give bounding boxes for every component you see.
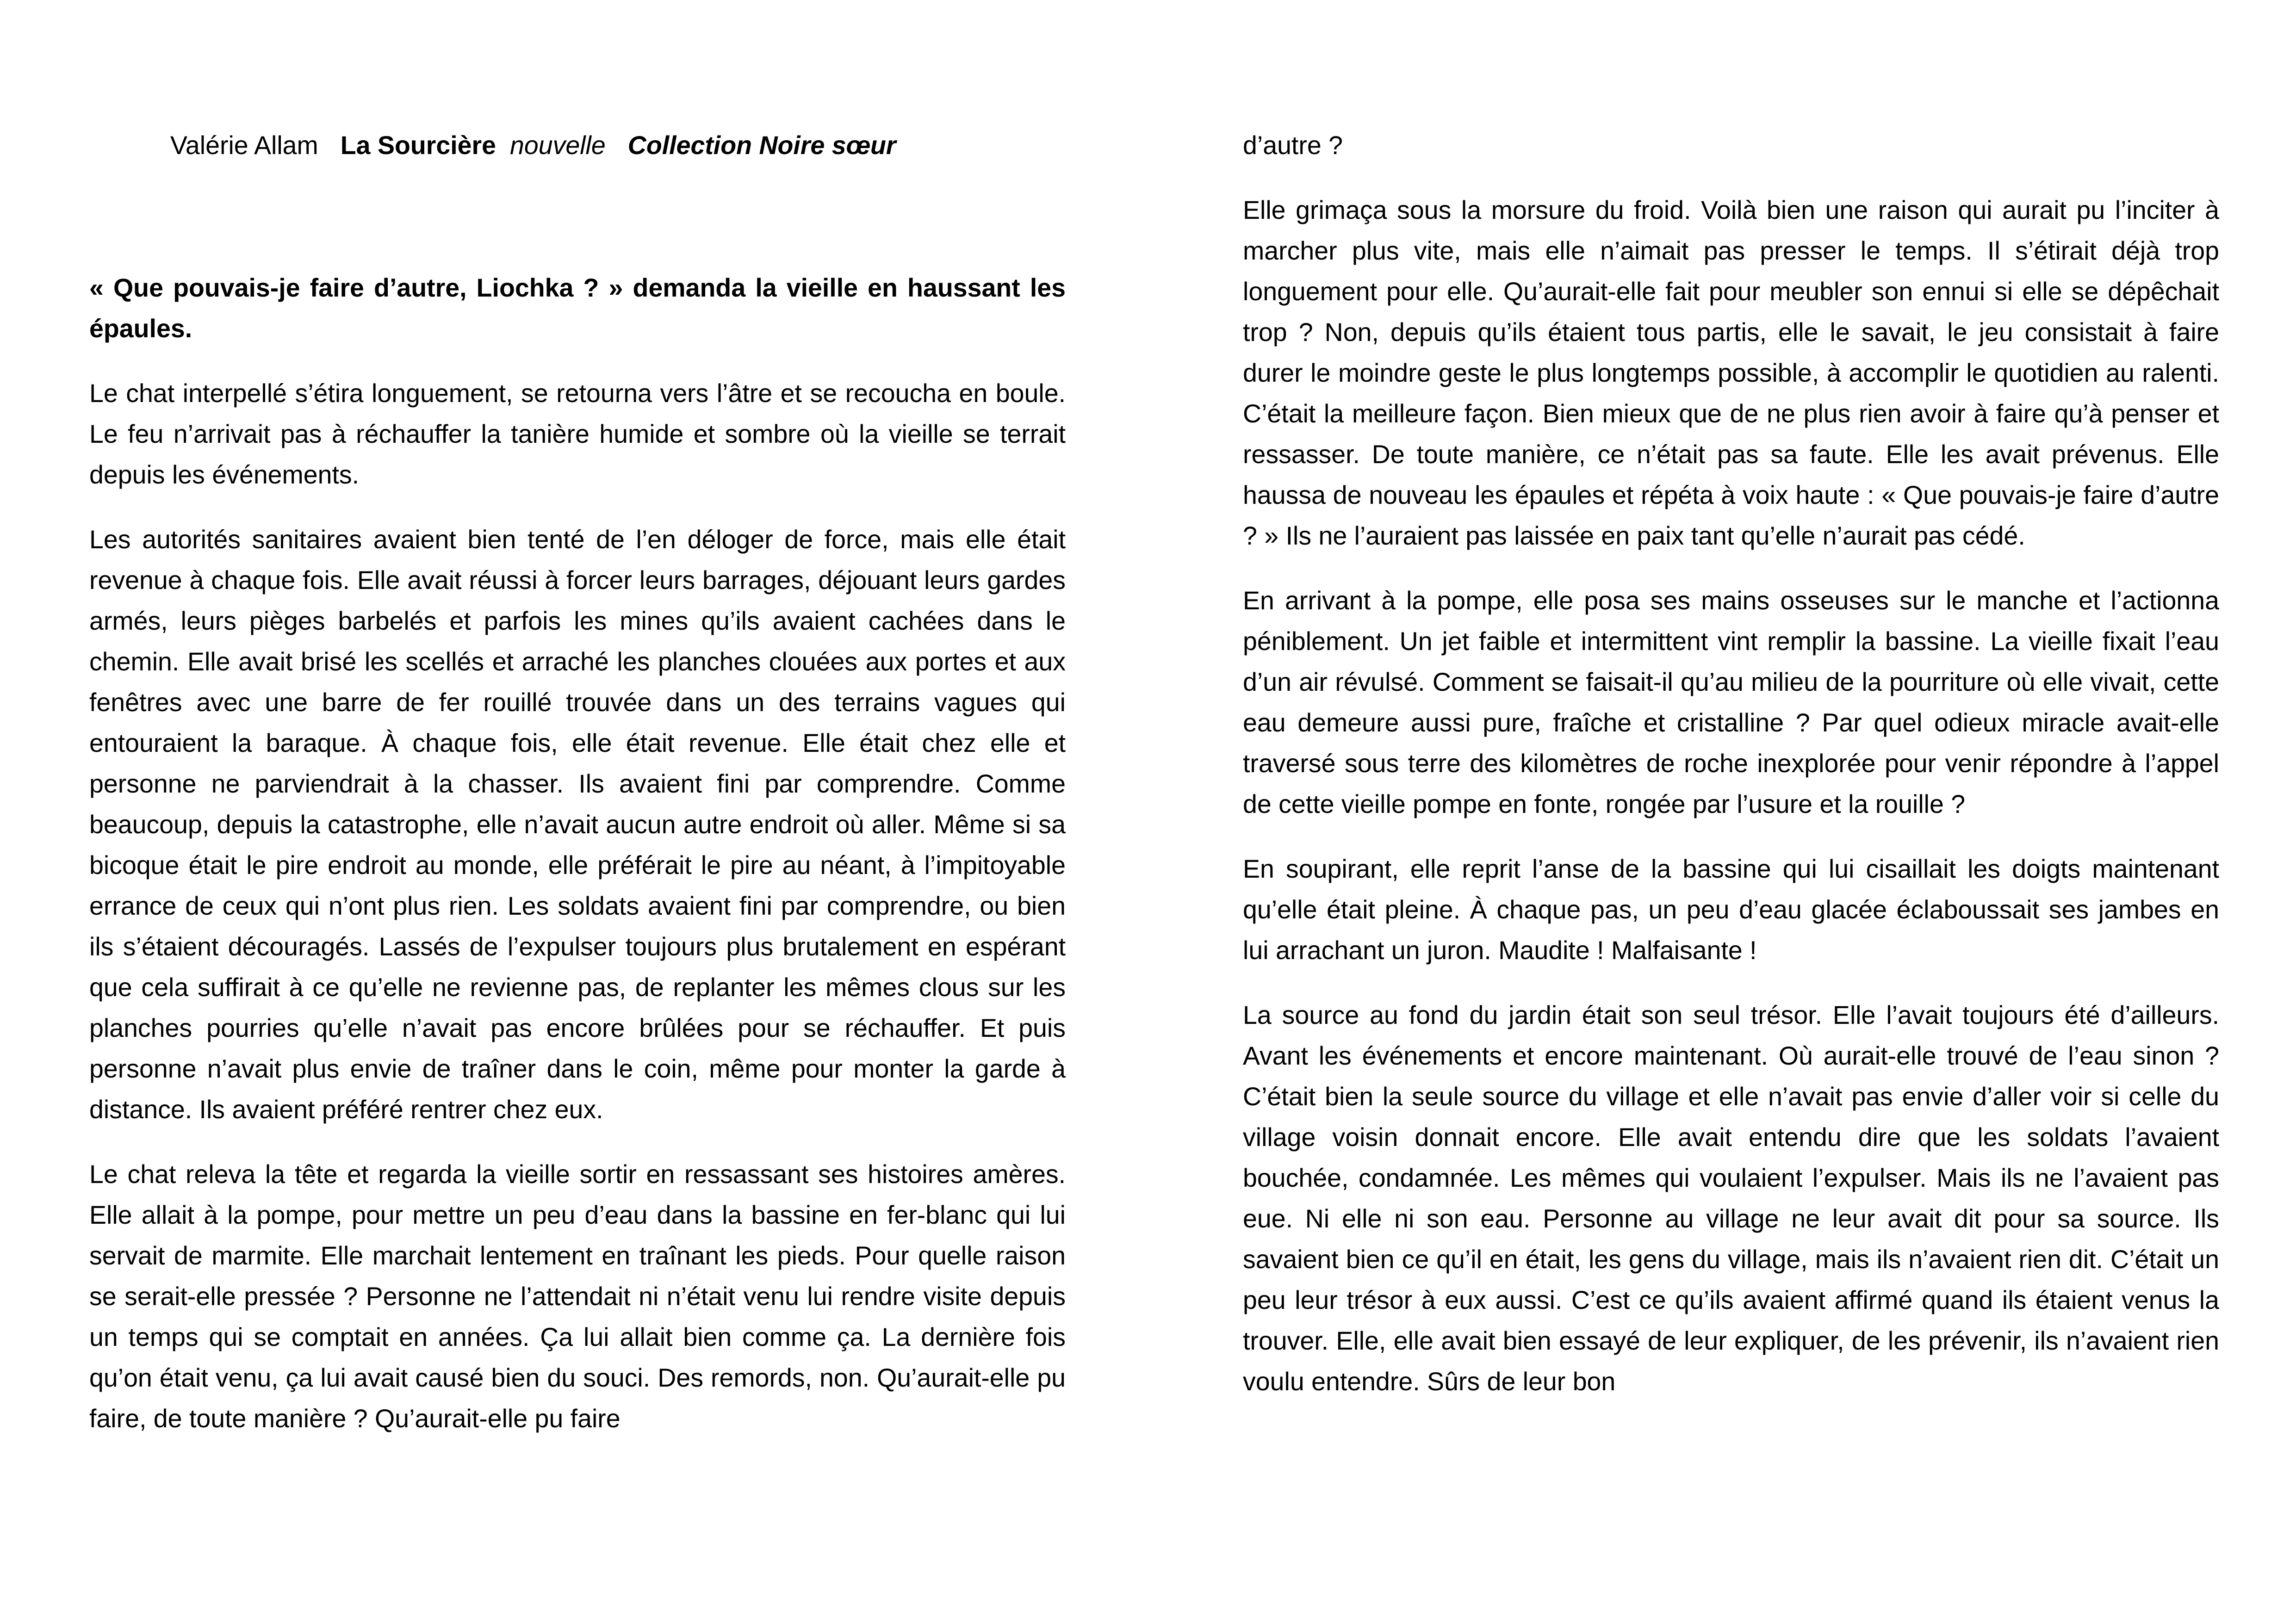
paragraph-continuation: d’autre ?	[1243, 131, 1343, 160]
header-collection: Collection Noire sœur	[627, 131, 896, 160]
paragraph: Les autorités sanitaires avaient bien tenté de l’en déloger de force, mais elle était revenue à chaque fois. Elle avait réussi à forcer leurs barrages, déjouant leurs gardes armés, leurs pièges barbelés et parfois les mines qu’ils avaient cachées dans le chemin. Elle avait brisé les scellés et arraché les planches clouées aux portes et aux fenêtres avec une barre de fer rouillé trouvée dans un des terrains vagues qui entouraient la baraque. À chaque fois, elle était revenue. Elle était chez elle et personne ne parviendrait à la chasser. Ils avaient fini par comprendre. Comme beaucoup, depuis la catastrophe, elle n’avait aucun autre endroit où aller. Même si sa bicoque était le pire endroit au monde, elle préférait le pire au néant, à l’impitoyable errance de ceux qui n’ont plus rien. Les soldats avaient fini par comprendre, ou bien ils s’étaient découragés. Lassés de l’expulser toujours plus brutalement en espérant que cela suffirait à ce qu’elle ne revienne pas, de replanter les mêmes clous sur les planches pourries qu’elle n’avait pas encore brûlées pour se réchauffer. Et puis personne n’avait plus envie de traîner dans le coin, même pour monter la garde à distance. Ils avaient préféré rentrer chez eux.	[89, 525, 1066, 1124]
header-title: La Sourcière	[340, 131, 496, 160]
page-header	[170, 125, 1066, 166]
paragraph: Le chat releva la tête et regarda la vieille sortir en ressassant ses histoires amères. Elle allait à la pompe, pour mettre un peu d’eau dans la bassine en fer-blanc qui lui servait de marmite. Elle marchait lentement en traînant les pieds. Pour quelle raison se serait-elle pressée ? Personne ne l’attendait ni n’était venu lui rendre visite depuis un temps qui se comptait en années. Ça lui allait bien comme ça. La dernière fois qu’on était venu, ça lui avait causé bien du souci. Des remords, non. Qu’aurait-elle pu faire, de toute manière ? Qu’aurait-elle pu faire	[89, 1160, 1066, 1433]
header-genre: nouvelle	[510, 131, 606, 160]
paragraph: La source au fond du jardin était son seul trésor. Elle l’avait toujours été d’ailleurs. Avant les événements et encore maintenant. Où aurait-elle trouvé de l’eau sinon ? C’était bien la seule source du village et elle n’avait pas envie d’aller voir si celle du village voisin donnait encore. Elle avait entendu dire que les soldats l’avaient bouchée, condamnée. Les mêmes qui voulaient l’expulser. Mais ils ne l’avaient pas eue. Ni elle ni son eau. Personne au village ne leur avait dit pour sa source. Ils savaient bien ce qu’il en était, les gens du village, mais ils n’avaient rien dit. C’était un peu leur trésor à eux aussi. C’est ce qu’ils avaient affirmé quand ils étaient venus la trouver. Elle, elle avait bien essayé de leur expliquer, de les prévenir, ils n’avaient rien voulu entendre. Sûrs de leur bon	[1243, 1001, 2219, 1396]
left-column	[89, 125, 1066, 1439]
opening-paragraph: « Que pouvais-je faire d’autre, Liochka ? » demanda la vieille en haussant les épaules.	[89, 273, 1066, 343]
header-author: Valérie Allam	[170, 131, 318, 160]
paragraph: En arrivant à la pompe, elle posa ses mains osseuses sur le manche et l’actionna péniblement. Un jet faible et intermittent vint remplir la bassine. La vieille fixait l’eau d’un air révulsé. Comment se faisait-il qu’au milieu de la pourriture où elle vivait, cette eau demeure aussi pure, fraîche et cristalline ? Par quel odieux miracle avait-elle traversé sous terre des kilomètres de roche inexplorée pour venir répondre à l’appel de cette vieille pompe en fonte, rongée par l’usure et la rouille ?	[1243, 586, 2219, 818]
paragraph: Elle grimaça sous la morsure du froid. Voilà bien une raison qui aurait pu l’inciter à marcher plus vite, mais elle n’aimait pas presser le temps. Il s’étirait déjà trop longuement pour elle. Qu’aurait-elle fait pour meubler son ennui si elle se dépêchait trop ? Non, depuis qu’ils étaient tous partis, elle le savait, le jeu consistait à faire durer le moindre geste le plus longtemps possible, à accomplir le quotidien au ralenti. C’était la meilleure façon. Bien mieux que de ne plus rien avoir à faire qu’à penser et ressasser. De toute manière, ce n’était pas sa faute. Elle les avait prévenus. Elle haussa de nouveau les épaules et répéta à voix haute : « Que pouvais-je faire d’autre ? » Ils ne l’auraient pas laissée en paix tant qu’elle n’aurait pas cédé.	[1243, 196, 2219, 550]
paragraph: En soupirant, elle reprit l’anse de la bassine qui lui cisaillait les doigts maintenant qu’elle était pleine. À chaque pas, un peu d’eau glacée éclaboussait ses jambes en lui arrachant un juron. Maudite ! Malfaisante !	[1243, 855, 2219, 965]
paragraph: Le chat interpellé s’étira longuement, se retourna vers l’âtre et se recoucha en boule. Le feu n’arrivait pas à réchauffer la tanière humide et sombre où la vieille se terrait depuis les événements.	[89, 379, 1066, 489]
right-column	[1243, 125, 2219, 1402]
